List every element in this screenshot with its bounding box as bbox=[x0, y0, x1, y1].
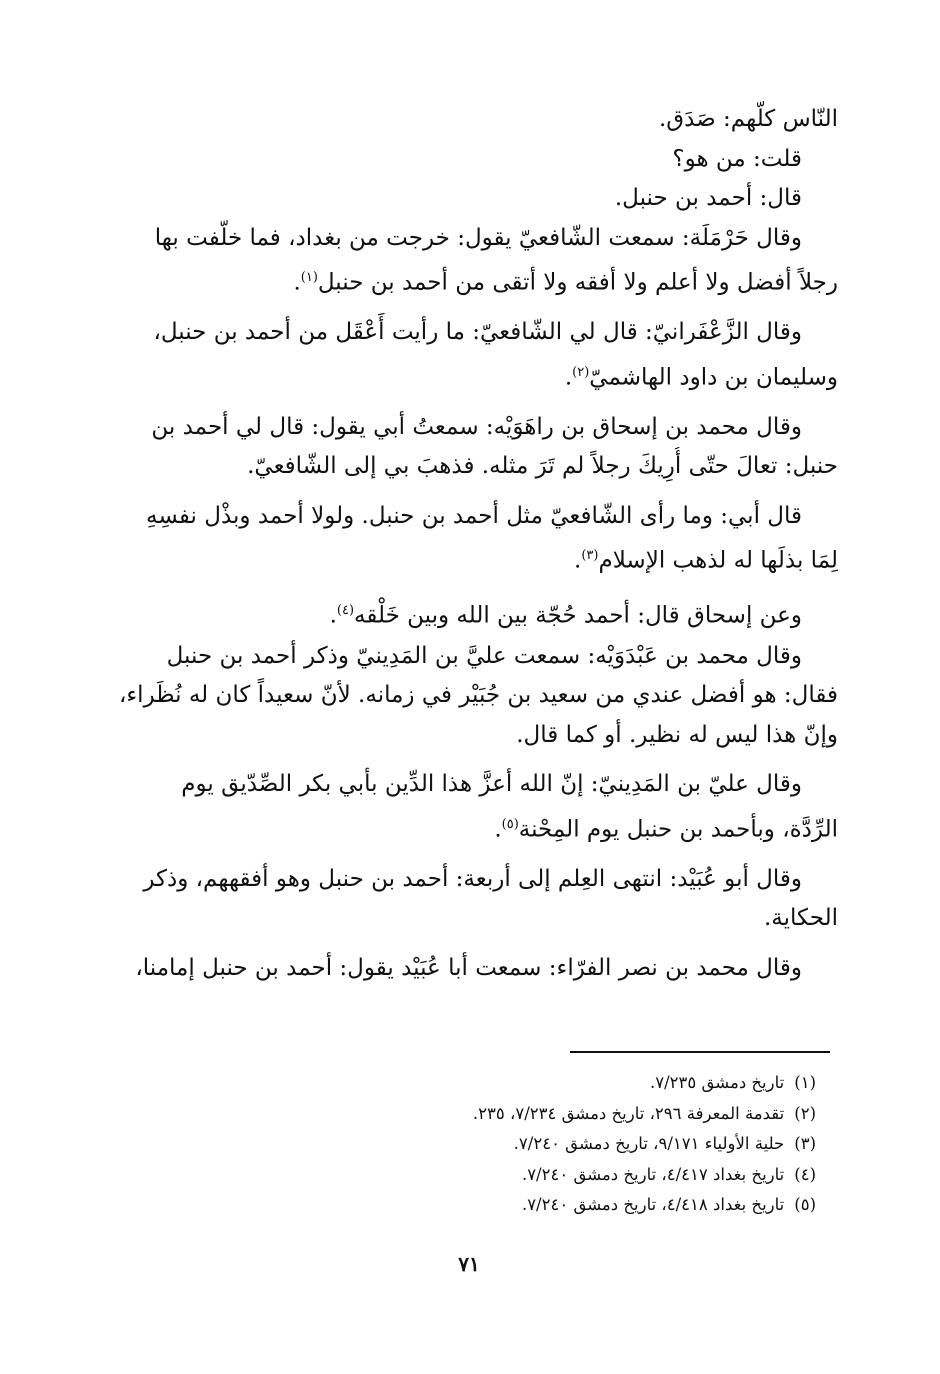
book-page bbox=[100, 100, 838, 1320]
footnote-number: (١) bbox=[794, 1073, 816, 1092]
paragraph-line: وقال محمد بن إسحاق بن راهَوَيْه: سمعتُ أبي يقول: قال لي أحمد بن bbox=[151, 413, 802, 440]
footnote-ref: (٥) bbox=[501, 816, 519, 832]
paragraph: وعن إسحاق قال: أحمد حُجّة بين الله وبين خَلْقه$^{(٤)}$. bbox=[329, 603, 802, 630]
footnotes bbox=[156, 1068, 816, 1221]
paragraph-line: لِمَا بذلَها له لذهب الإسلام$^{(٣)}$. bbox=[574, 547, 838, 574]
footnote-text: تاريخ بغداد ٤/٤١٧، تاريخ دمشق ٧/٢٤٠. bbox=[521, 1164, 785, 1184]
paragraph-line: قال أبي: وما رأى الشّافعيّ مثل أحمد بن حنبل. ولولا أحمد وبذْل نفسِهِ bbox=[146, 502, 802, 529]
footnote bbox=[156, 1160, 816, 1191]
footnote bbox=[156, 1099, 816, 1130]
footnote-text: تقدمة المعرفة ٢٩٦، تاريخ دمشق ٧/٢٣٤، ٢٣٥. bbox=[472, 1103, 785, 1123]
footnote bbox=[156, 1129, 816, 1160]
paragraph-line: وقال محمد بن نصر الفرّاء: سمعت أبا عُبَيْد يقول: أحمد بن حنبل إمامنا، bbox=[135, 954, 802, 981]
paragraph-line: وقال حَرْمَلَة: سمعت الشّافعيّ يقول: خرجت من بغداد، فما خلّفت بها bbox=[154, 224, 802, 251]
footnote-ref: (٣) bbox=[581, 548, 599, 564]
paragraph-line: فقال: هو أفضل عندي من سعيد بن جُبَيْر في زمانه. لأنّ سعيداً كان له نُظَراء، bbox=[118, 682, 838, 709]
paragraph-line: وقال أبو عُبَيْد: انتهى العِلم إلى أربعة: أحمد بن حنبل وهو أفقههم، وذكر bbox=[143, 865, 802, 892]
footnote-ref: (٢) bbox=[572, 364, 590, 380]
paragraph-line: حنبل: تعالَ حتّى أُرِيكَ رجلاً لم تَرَ مثله. فذهبَ بي إلى الشّافعيّ. bbox=[247, 453, 838, 480]
footnote-text: تاريخ بغداد ٤/٤١٨، تاريخ دمشق ٧/٢٤٠. bbox=[521, 1195, 785, 1214]
paragraph: النّاس كلّهم: صَدَق. bbox=[658, 106, 838, 132]
footnote-number: (٢) bbox=[794, 1103, 816, 1123]
footnote-number: (٤) bbox=[794, 1164, 816, 1184]
footnote-number: (٣) bbox=[794, 1134, 816, 1153]
paragraph: قلت: من هو؟ bbox=[672, 145, 802, 172]
footnote-text: حلية الأولياء ٩/١٧١، تاريخ دمشق ٧/٢٤٠. bbox=[513, 1134, 785, 1153]
paragraph-line: وقال الزَّعْفَرانيّ: قال لي الشّافعيّ: ما رأيت أَعْقَل من أحمد بن حنبل، bbox=[153, 319, 802, 346]
footnote bbox=[156, 1068, 816, 1099]
footnote-ref: (٤) bbox=[336, 603, 355, 619]
footnote bbox=[156, 1190, 816, 1221]
paragraph: قال: أحمد بن حنبل. bbox=[614, 185, 802, 211]
paragraph-line: رجلاً أفضل ولا أعلم ولا أفقه ولا أتقى من أحمد بن حنبل$^{(١)}$. bbox=[293, 269, 838, 296]
page-number: ٧١ bbox=[458, 1252, 480, 1276]
footnote-text: تاريخ دمشق ٧/٢٣٥. bbox=[649, 1073, 785, 1092]
paragraph-line: وقال عليّ بن المَدِينيّ: إنّ الله أعزَّ هذا الدِّين بأبي بكر الصِّدّيق يوم bbox=[181, 771, 802, 798]
main-text bbox=[100, 100, 838, 988]
footnote-ref: (١) bbox=[300, 270, 318, 285]
paragraph-line: وقال محمد بن عَبْدَوَيْه: سمعت عليَّ بن المَدِينيّ وذكر أحمد بن حنبل bbox=[166, 642, 802, 669]
paragraph-line: الحكاية. bbox=[764, 905, 838, 932]
footnote-separator bbox=[570, 1051, 830, 1053]
paragraph-line: وإنّ هذا ليس له نظير. أو كما قال. bbox=[516, 721, 838, 748]
paragraph-line: وسليمان بن داود الهاشميّ$^{(٢)}$. bbox=[564, 364, 838, 391]
footnote-number: (٥) bbox=[794, 1195, 816, 1214]
paragraph-line: الرِّدَّة، وبأحمد بن حنبل يوم المِحْنة$^{(٥)}$. bbox=[494, 816, 838, 843]
